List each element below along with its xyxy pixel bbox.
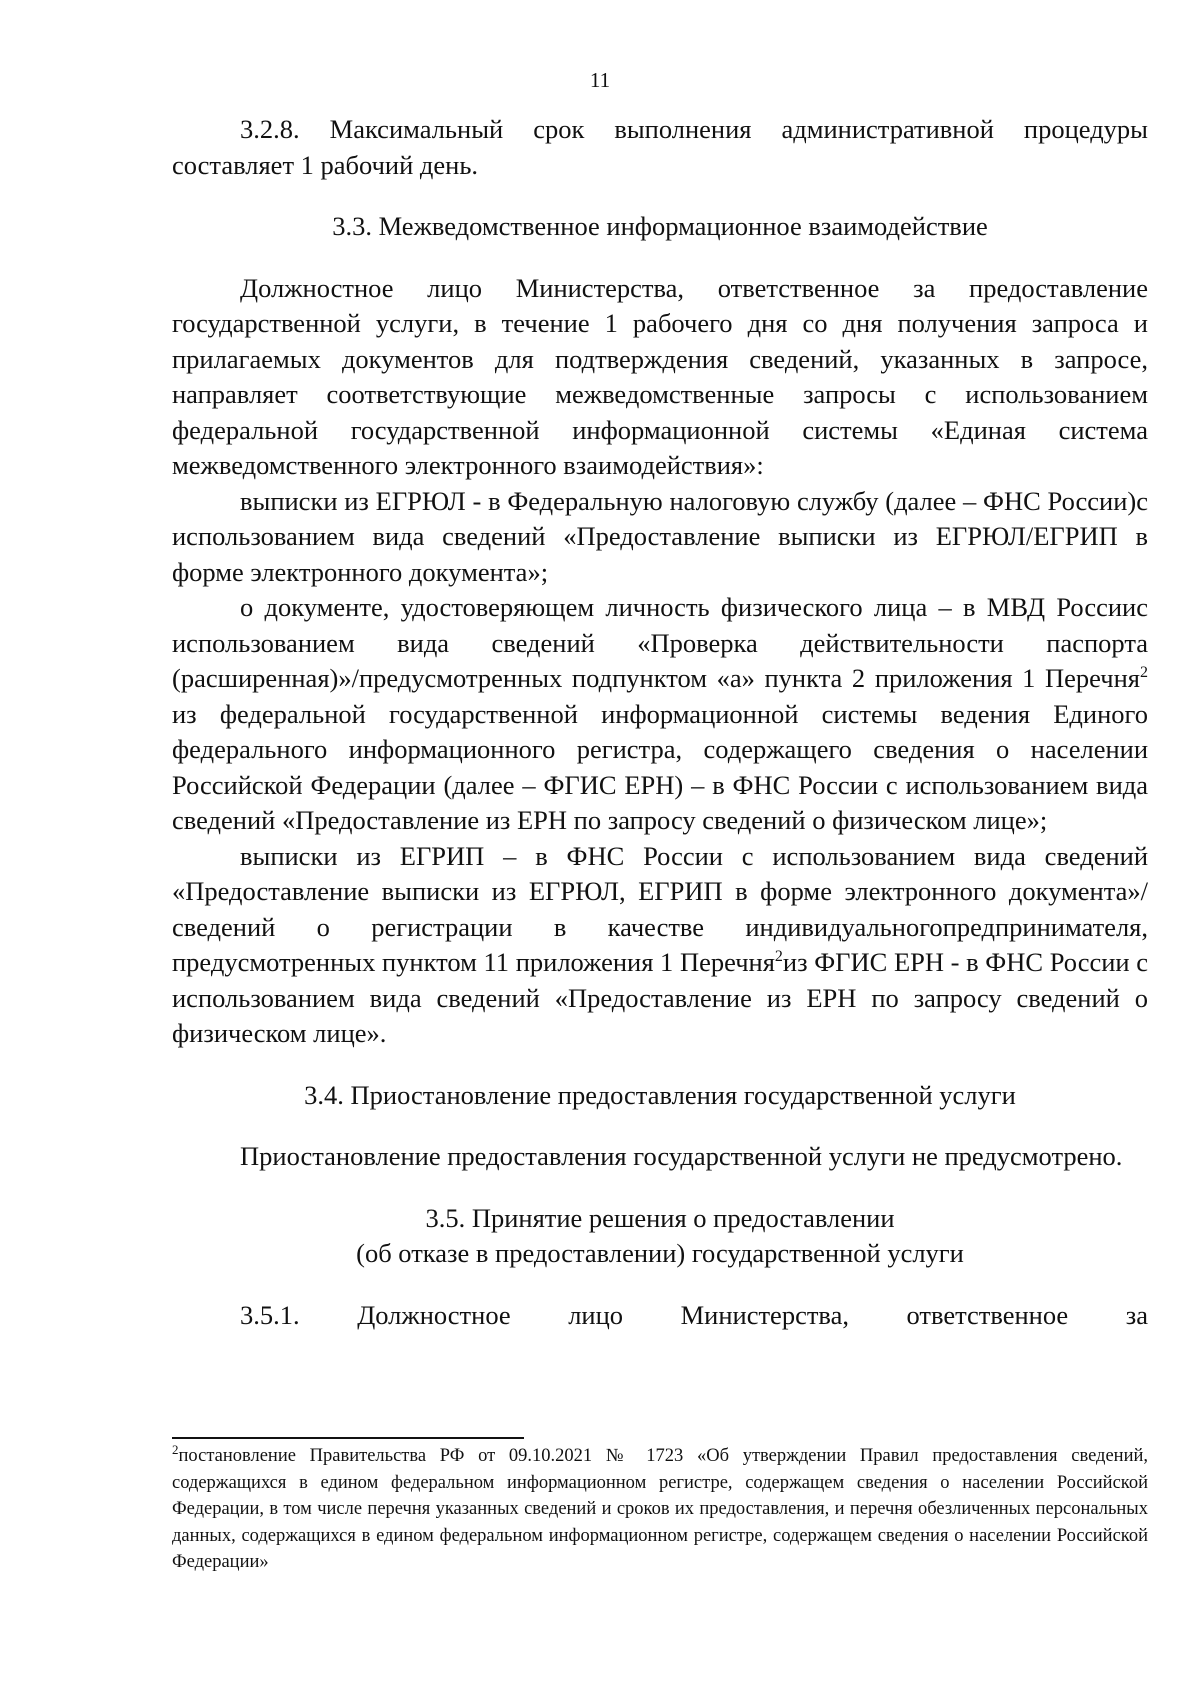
footnote-reference: 2 [774,948,783,965]
heading-3-5-line-2: (об отказе в предоставлении) государственной услуги [356,1238,964,1268]
paragraph-3-4: Приостановление предоставления государственной услуги не предусмотрено. [240,1141,1123,1171]
heading-3-5 [172,1201,1148,1272]
page-number: 11 [589,68,611,92]
footnote-reference: 2 [1140,664,1148,681]
paragraph-identity-request [172,590,1148,839]
identity-text-part-1: о документе, удостоверяющем личность физического лица – в МВД Россиис использованием вида сведений «Проверка действительности паспорта (расширенная)»/предусмотренных подпунктом «а» пункта 2 приложения 1 Перечня [172,592,1148,693]
paragraph-3-2-8: 3.2.8. Максимальный срок выполнения административной процедуры составляет 1 рабочий день. [172,114,1148,180]
paragraph-egrul-request: выписки из ЕГРЮЛ - в Федеральную налоговую службу (далее – ФНС России)с использованием вида сведений «Предоставление выписки из ЕГРЮЛ/ЕГРИП в форме электронного документа»; [172,485,1148,587]
footnote [172,1443,1148,1576]
identity-text-part-2: из федеральной государственной информационной системы ведения Единого федерального информационного регистра, содержащего сведения о населении Российской Федерации (далее – ФГИС ЕРН) – в ФНС России с использованием вида сведений «Предоставление из ЕРН по запросу сведений о физическом лице»; [172,698,1148,835]
paragraph-3-5-1: 3.5.1. Должностное лицо Министерства, ответственное за [240,1299,1148,1330]
paragraph-egrip-request [172,839,1148,1052]
footnote-divider [172,1437,524,1439]
document-body [172,112,1148,1333]
footnote-mark: 2 [172,1442,179,1457]
footnote-text: постановление Правительства РФ от 09.10.2021 № 1723 «Об утверждении Правил предоставления сведений, содержащихся в едином федеральном информационном регистре, содержащем сведения о населении Российской Федерации, в том числе перечня указанных сведений и сроков их предоставления, и перечня обезличенных персональных данных, содержащихся в едином федеральном информационном регистре, содержащем сведения о населении Российской Федерации» [172,1446,1148,1572]
heading-3-3: 3.3. Межведомственное информационное взаимодействие [332,211,988,241]
heading-3-5-line-1: 3.5. Принятие решения о предоставлении [425,1202,895,1233]
egrip-text-part-1: выписки из ЕГРИП – в ФНС России с использованием вида сведений «Предоставление выписки из ЕГРЮЛ, ЕГРИП в форме электронного документа»/сведений о регистрации в качестве индивидуальногопредпринимателя, предусмотренных пунктом 11 приложения 1 Перечня [172,840,1148,977]
heading-3-4: 3.4. Приостановление предоставления государственной услуги [304,1079,1016,1110]
paragraph-3-3-intro: Должностное лицо Министерства, ответственное за предоставление государственной услуги, в течение 1 рабочего дня со дня получения запроса и прилагаемых документов для подтверждения сведений, указанных в запросе, направляет соответствующие межведомственные запросы с использованием федеральной государственной информационной системы «Единая система межведомственного электронного взаимодействия»: [172,272,1148,480]
egrip-text-part-2: из ФГИС ЕРН - в ФНС России с использованием вида сведений «Предоставление из ЕРН по запросу сведений о физическом лице». [172,947,1148,1048]
